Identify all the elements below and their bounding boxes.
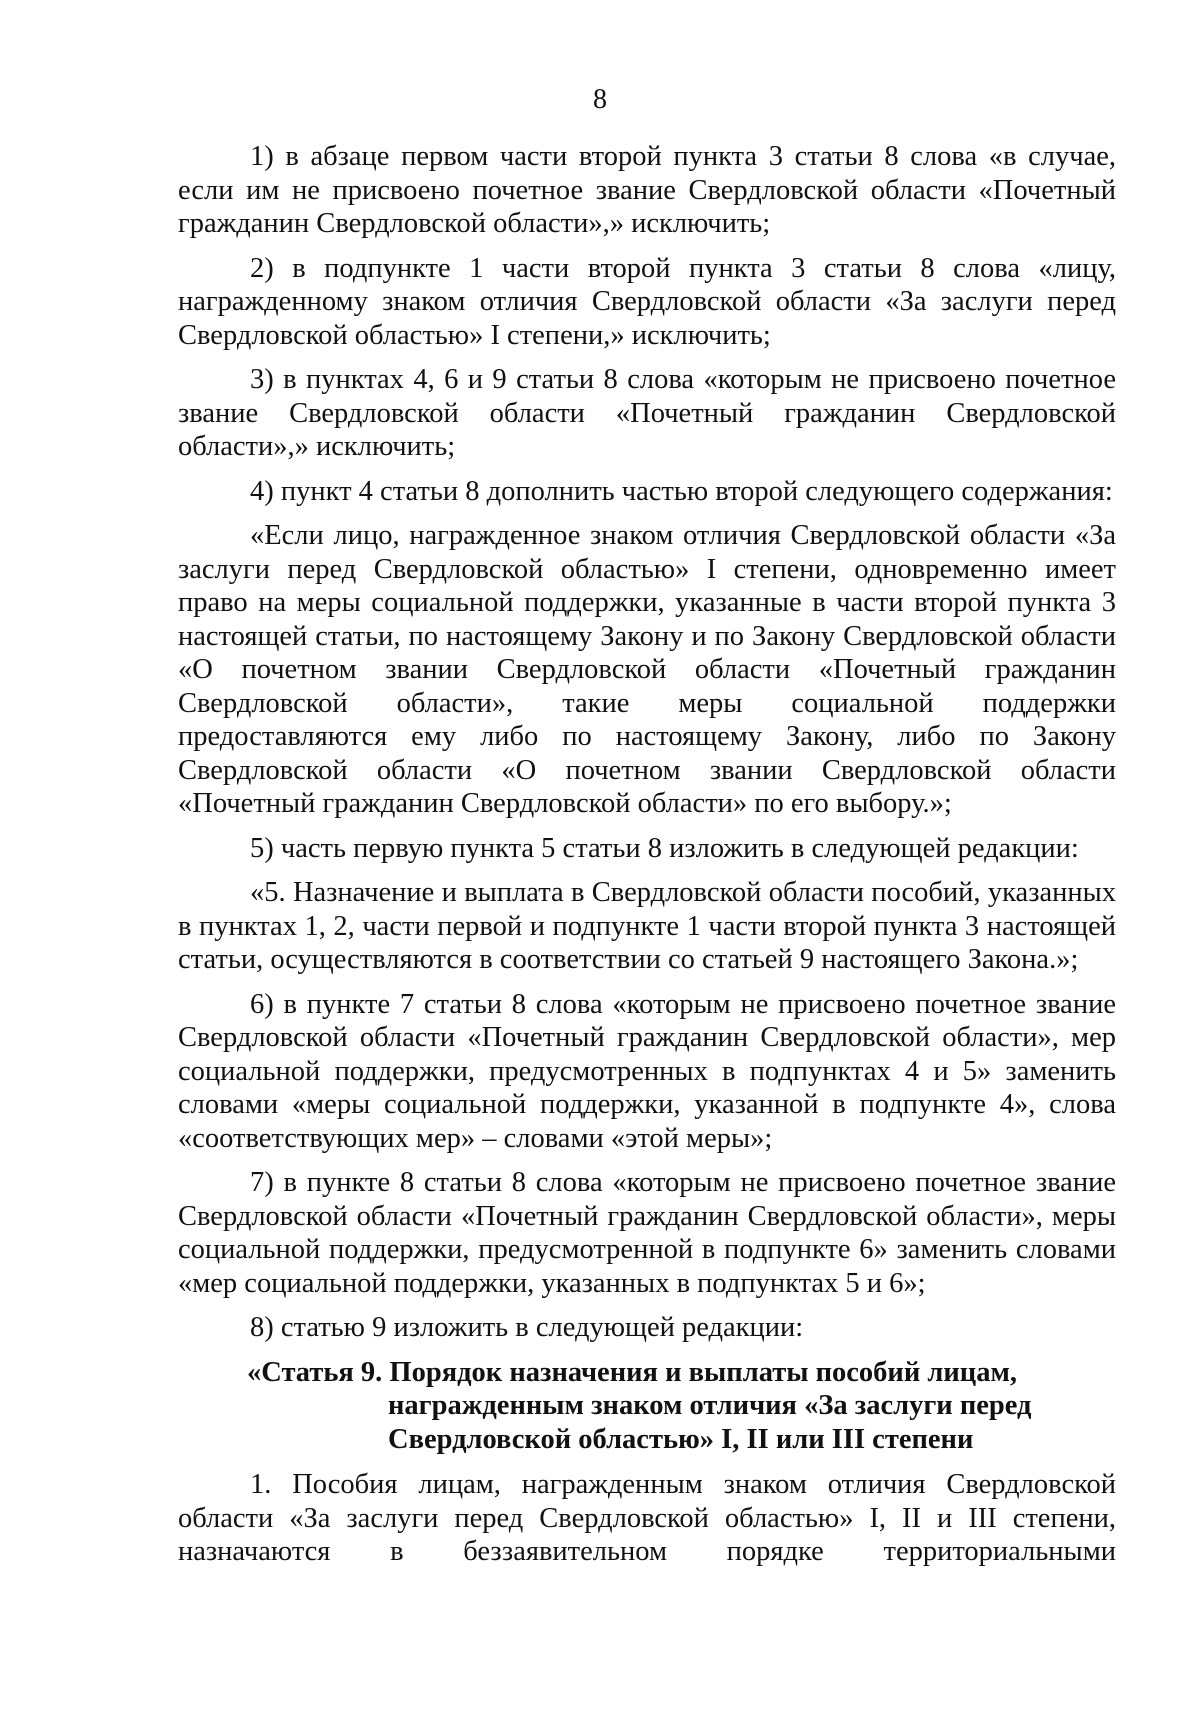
article-heading [178,1356,1116,1457]
paragraph-2: 2) в подпункте 1 части второй пункта 3 статьи 8 слова «лицу, награжденному знаком отличия Свердловской области «За заслуги перед Свердловской областью» I степени,» исключить; [178,252,1116,351]
paragraph-5: 5) часть первую пункта 5 статьи 8 изложить в следующей редакции: [250,832,1079,864]
paragraph-6: 6) в пункте 7 статьи 8 слова «которым не присвоено почетное звание Свердловской области «Почетный гражданин Свердловской области», мер социальной поддержки, предусмотренных в подпунктах 4 и 5» заменить словами «меры социальной поддержки, указанной в подпункте 4», слова «соответствующих мер» – словами «этой меры»; [178,988,1116,1154]
paragraph-4: 4) пункт 4 статьи 8 дополнить частью второй следующего содержания: [250,475,1113,507]
document-body [178,140,1116,1580]
article-heading-line-3: Свердловской областью» I, II или III степени [388,1423,974,1455]
page-number: 8 [593,84,607,115]
article-paragraph-1: 1. Пособия лицам, награжденным знаком отличия Свердловской области «За заслуги перед Свердловской областью» I, II и III степени, назначаются в беззаявительном порядке территориальными [178,1469,1116,1567]
article-heading-line-1: «Статья 9. Порядок назначения и выплаты пособий лицам, [247,1356,1017,1388]
paragraph-7: 7) в пункте 8 статьи 8 слова «которым не присвоено почетное звание Свердловской области «Почетный гражданин Свердловской области», меры социальной поддержки, предусмотренной в подпункте 6» заменить словами «мер социальной поддержки, указанных в подпунктах 5 и 6»; [178,1167,1116,1299]
paragraph-1: 1) в абзаце первом части второй пункта 3 статьи 8 слова «в случае, если им не присвоено почетное звание Свердловской области «Почетный гражданин Свердловской области»,» исключить; [178,141,1116,239]
paragraph-8: 8) статью 9 изложить в следующей редакции: [250,1312,804,1343]
paragraph-3: 3) в пунктах 4, 6 и 9 статьи 8 слова «которым не присвоено почетное звание Свердловской области «Почетный гражданин Свердловской области»,» исключить; [178,364,1116,462]
paragraph-5-quote: «5. Назначение и выплата в Свердловской области пособий, указанных в пунктах 1, 2, части первой и подпункте 1 части второй пункта 3 настоящей статьи, осуществляются в соответствии со статьей 9 настоящего Закона.»; [178,877,1116,975]
article-heading-line-2: награжденным знаком отличия «За заслуги перед [388,1390,1032,1421]
paragraph-4-quote: «Если лицо, награжденное знаком отличия Свердловской области «За заслуги перед Свердловской областью» I степени, одновременно имеет право на меры социальной поддержки, указанные в части второй пункта 3 настоящей статьи, по настоящему Закону и по Закону Свердловской области «О почетном звании Свердловской области «Почетный гражданин Свердловской области», такие меры социальной поддержки предоставляются ему либо по настоящему Закону, либо по Закону Свердловской области «О почетном звании Свердловской области «Почетный гражданин Свердловской области» по его выбору.»; [178,520,1116,819]
